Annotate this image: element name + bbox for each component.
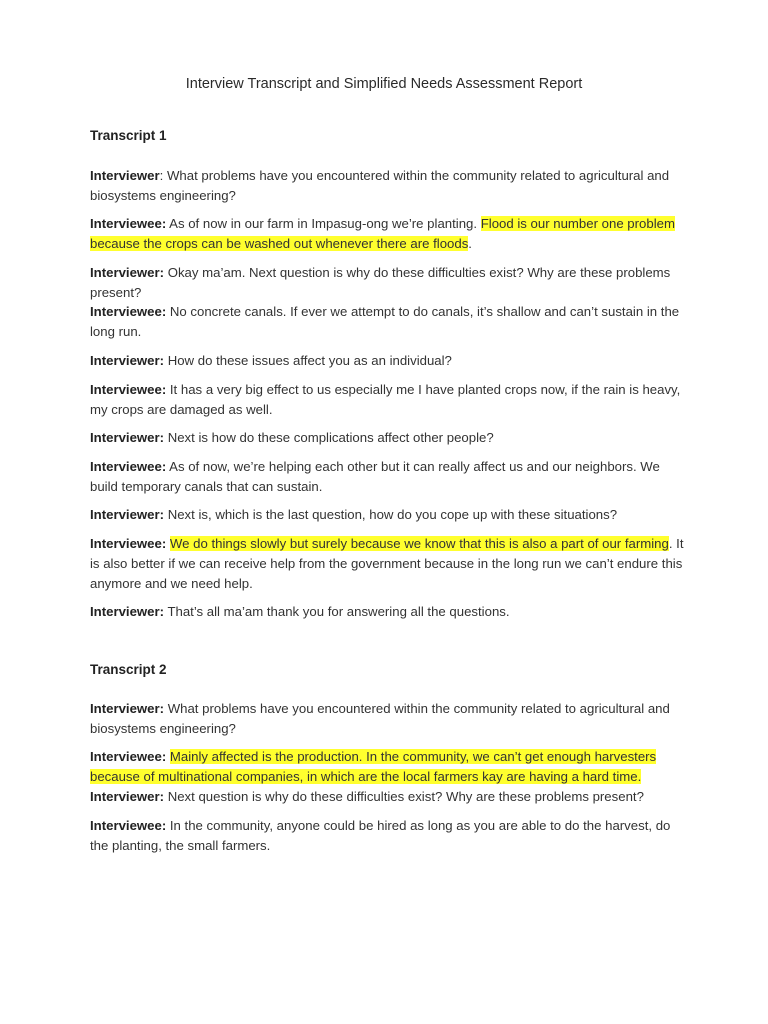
paragraph-text: As of now, we’re helping each other but it can really affect us and our neighbors. We build temporary canals that can sustain.	[90, 459, 660, 494]
speaker-label: Interviewee:	[90, 216, 167, 231]
speaker-label: Interviewer:	[90, 701, 165, 716]
paragraph-text: .	[468, 236, 472, 251]
transcript-2-paragraph	[90, 787, 685, 807]
speaker-label: Interviewer	[90, 168, 160, 183]
transcript-1-paragraph	[90, 602, 685, 622]
transcript-1-paragraph	[90, 302, 685, 342]
paragraph-text: Okay ma’am. Next question is why do these difficulties exist? Why are these problems present?	[90, 265, 671, 300]
paragraph-text: Next is, which is the last question, how do you cope up with these situations?	[164, 507, 618, 522]
transcript-1-paragraph	[90, 380, 685, 420]
speaker-label: Interviewer:	[90, 789, 165, 804]
transcript-1-paragraph	[90, 505, 685, 525]
transcript-2-paragraph	[90, 699, 685, 739]
highlighted-text: Flood is our number one problem because the crops can be washed out whenever there are floods	[90, 216, 675, 251]
paragraph-text: : What problems have you encountered within the community related to agricultural and biosystems engineering?	[90, 168, 670, 203]
paragraph-text: It has a very big effect to us especially me I have planted crops now, if the rain is heavy, my crops are damaged as well.	[90, 382, 681, 417]
paragraph-text: Next question is why do these difficulties exist? Why are these problems present?	[164, 789, 644, 804]
transcript-2-paragraph	[90, 747, 685, 787]
paragraph-text: How do these issues affect you as an individual?	[164, 353, 452, 368]
transcript-1-paragraph	[90, 534, 685, 594]
speaker-label: Interviewer:	[90, 507, 165, 522]
speaker-label: Interviewee:	[90, 536, 167, 551]
speaker-label: Interviewee:	[90, 459, 167, 474]
speaker-label: Interviewer:	[90, 430, 165, 445]
transcript-1-paragraph	[90, 457, 685, 497]
document-title: Interview Transcript and Simplified Needs Assessment Report	[185, 76, 583, 92]
transcript-2-paragraph	[90, 816, 685, 856]
transcript-1-paragraph	[90, 166, 685, 206]
speaker-label: Interviewee:	[90, 382, 167, 397]
speaker-label: Interviewee:	[90, 304, 167, 319]
transcript-1-paragraph	[90, 351, 685, 371]
paragraph-text: In the community, anyone could be hired as long as you are able to do the harvest, do the planting, the small farmers.	[90, 818, 671, 853]
highlighted-text: Mainly affected is the production. In the community, we can’t get enough harvesters because of multinational companies, in which are the local farmers kay are having a hard time.	[90, 749, 657, 784]
speaker-label: Interviewer:	[90, 353, 165, 368]
speaker-label: Interviewer:	[90, 604, 165, 619]
transcript-1-paragraph	[90, 428, 685, 448]
transcript-2-heading: Transcript 2	[90, 662, 167, 677]
paragraph-text: As of now in our farm in Impasug-ong we’re planting.	[166, 216, 481, 231]
transcript-1-paragraph	[90, 263, 685, 303]
speaker-label: Interviewer:	[90, 265, 165, 280]
paragraph-text: Next is how do these complications affect other people?	[164, 430, 494, 445]
paragraph-text: No concrete canals. If ever we attempt to do canals, it’s shallow and can’t sustain in the long run.	[90, 304, 680, 339]
paragraph-text: That’s all ma’am thank you for answering all the questions.	[164, 604, 510, 619]
speaker-label: Interviewee:	[90, 749, 167, 764]
transcript-1-paragraph	[90, 214, 685, 254]
highlighted-text: We do things slowly but surely because we know that this is also a part of our farming	[169, 536, 669, 551]
paragraph-text: What problems have you encountered within the community related to agricultural and biosystems engineering?	[90, 701, 670, 736]
speaker-label: Interviewee:	[90, 818, 167, 833]
paragraph-text: . It is also better if we can receive help from the government because in the long run we can’t endure this anymore and we need help.	[90, 536, 684, 591]
transcript-1-heading: Transcript 1	[90, 128, 167, 143]
